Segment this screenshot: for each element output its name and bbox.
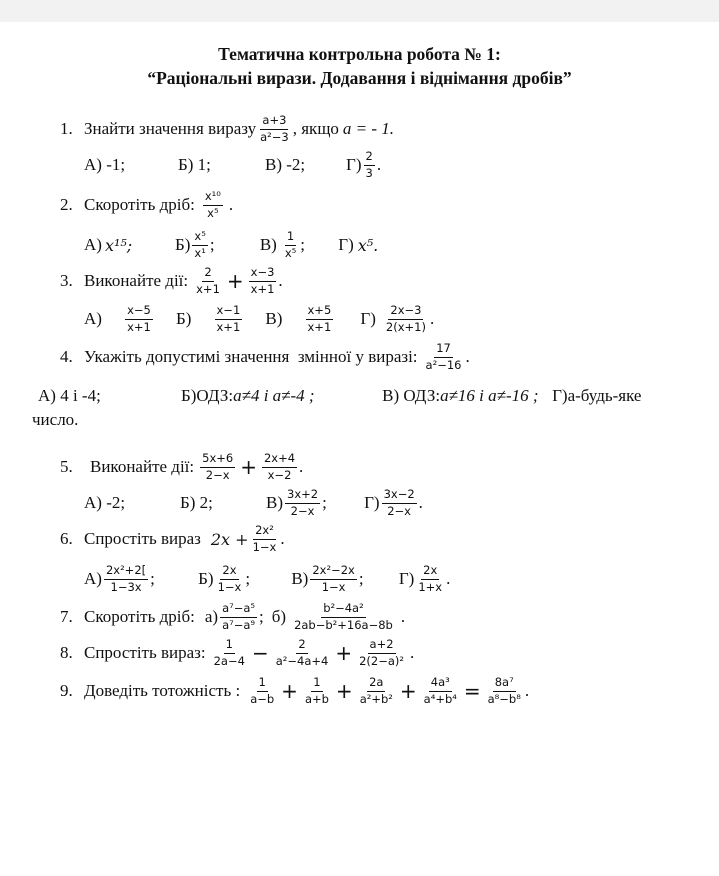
option-d: Г): [398, 569, 415, 589]
option-b: Б)ОДЗ:: [181, 386, 234, 405]
option-b: Б) 1;: [178, 155, 211, 175]
task-expression: $\frac{17}{\text{a²−16}}$: [425, 341, 462, 372]
task-text: Знайти значення виразу: [84, 119, 257, 139]
task-number: 3.: [60, 271, 73, 291]
fraction-2: $\frac{2}{\text{a²−4a+4}}$: [275, 637, 329, 668]
option-c-fraction: $\frac{x+5}{x+1}$: [307, 303, 332, 334]
task-6: 6. Спростіть вираз 2x + $\frac{\text{2x²}}{1-x}$ .: [60, 523, 285, 554]
option-a: А) 4 і -4;: [38, 386, 101, 405]
option-c: В): [291, 569, 309, 589]
task-expression: $\frac{a+3}{\text{a²−3}}$: [260, 113, 289, 144]
task-2: 2. Скоротіть дріб: $\frac{\text{x¹⁰}}{\text{x⁵}}$ .: [60, 189, 234, 220]
task-expression: $\frac{\text{2x²}}{1-x}$: [252, 523, 277, 554]
option-a-fraction: $\frac{x-5}{x+1}$: [127, 303, 151, 334]
option-d-value: x⁵.: [357, 235, 379, 255]
option-a-fraction: $\frac{\text{2x²+2[}}{1-3x}$: [105, 563, 147, 594]
task-number: 6.: [60, 529, 73, 549]
task-text: Скоротіть дріб:: [84, 607, 195, 627]
option-c: В): [266, 493, 283, 513]
option-a: А): [84, 569, 102, 589]
task-4: 4. Укажіть допустимі значення змінної у виразі: $\frac{17}{\text{a²−16}}$ .: [60, 341, 470, 372]
option-d: Г): [360, 309, 376, 329]
task-lead: 2x +: [210, 529, 249, 549]
task-number: 2.: [60, 195, 73, 215]
fraction-2: $\frac{1}{a+b}$: [304, 675, 329, 706]
option-a: А) -2;: [84, 493, 126, 513]
option-d-fraction: $\frac{2x}{1+x}$: [418, 563, 443, 594]
option-a: А) -1;: [84, 155, 126, 175]
task-3: 3. Виконайте дії: $\frac{2}{x+1}$ + $\frac{x-3}{x+1}$ .: [60, 265, 283, 296]
option-d-fraction: $\frac{2x-3}{2(x+1)}$: [385, 303, 426, 334]
task-text: Виконайте дії:: [90, 457, 195, 477]
option-b-value: ;: [209, 235, 215, 255]
part-b-expression: $\frac{\text{b²−4a²}}{\text{2ab−b²+16a−8b}}$: [294, 601, 393, 632]
task-3-options: А) $\frac{x-5}{x+1}$ Б) $\frac{x-1}{x+1}$ В) $\frac{x+5}{x+1}$ Г) $\frac{2x-3}{2(x+1)}$ .: [84, 303, 435, 334]
option-d: Г): [338, 235, 354, 255]
task-expression-2: $\frac{x-3}{x+1}$: [250, 265, 275, 296]
task-1: [60, 114, 394, 145]
fraction-5: $\frac{\text{8a⁷}}{\text{a⁸−b⁸}}$: [487, 675, 521, 706]
task-7: 7. Скоротіть дріб: а) $\frac{\text{a⁷−a⁵}}{\text{a⁷−a⁹}}$ ; б) $\frac{\text{b²−4a²}}{\text{2ab−b²+16a−8b}}$ .: [60, 601, 406, 632]
part-a-expression: $\frac{\text{a⁷−a⁵}}{\text{a⁷−a⁹}}$: [222, 601, 256, 632]
option-b-fraction: $\frac{x-1}{x+1}$: [216, 303, 241, 334]
fraction-3: $\frac{2a}{\text{a²+b²}}$: [359, 675, 393, 706]
option-a: А): [84, 235, 102, 255]
option-d-fraction: $\frac{2}{3}$: [365, 149, 373, 180]
task-8: 8. Спростіть вираз: $\frac{1}{2a-4}$ − $\frac{2}{\text{a²−4a+4}}$ + $\frac{a+2}{\text{2(2−a)²}}$ .: [60, 637, 415, 668]
task-4-wrap: число.: [32, 410, 79, 429]
task-6-options: А) $\frac{\text{2x²+2[}}{1-3x}$ ; Б) $\frac{2x}{1-x}$ ; В) $\frac{\text{2x²−2x}}{1-x}$ ; Г) $\frac{2x}{1+x}$ .: [84, 563, 451, 594]
option-d: Г): [346, 155, 362, 175]
task-number: 5.: [60, 457, 73, 477]
title-line-2: “Раціональні вирази. Додавання і віднімання дробів”: [147, 68, 572, 88]
option-c: В) ОДЗ:: [382, 386, 441, 405]
task-number: 9.: [60, 681, 73, 701]
task-5: 5. Виконайте дії: $\frac{5x+6}{2-x}$ + $\frac{2x+4}{x-2}$ .: [60, 451, 304, 482]
option-b-fraction: $\frac{2x}{1-x}$: [217, 563, 242, 594]
task-condition: a = - 1.: [342, 119, 395, 139]
option-d-fraction: $\frac{3x-2}{2-x}$: [383, 487, 415, 518]
option-b: Б): [175, 309, 192, 329]
option-c-fraction: $\frac{1}{\text{x⁵}}$: [284, 229, 297, 260]
fraction-3: $\frac{a+2}{\text{2(2−a)²}}$: [359, 637, 404, 668]
top-strip: [0, 0, 719, 22]
option-c-fraction: $\frac{\text{2x²−2x}}{1-x}$: [312, 563, 355, 594]
task-number: 4.: [60, 347, 73, 367]
part-a-label: а): [204, 607, 219, 627]
option-c: В): [265, 309, 283, 329]
option-b-fraction: $\frac{\text{x⁵}}{\text{x¹}}$: [194, 229, 206, 260]
option-b-value: a≠4 і a≠-4 ;: [233, 386, 315, 405]
task-4-options: [38, 386, 641, 406]
option-c-fraction: $\frac{3x+2}{2-x}$: [287, 487, 319, 518]
task-text: Укажіть допустимі значення змінної у виразі:: [84, 347, 418, 367]
task-text: Спростіть вираз: [84, 529, 201, 549]
fraction-4: $\frac{\text{4a³}}{\text{a⁴+b⁴}}$: [423, 675, 457, 706]
option-d: Г): [364, 493, 380, 513]
task-1-options: А) -1; Б) 1; В) -2; Г) $\frac{2}{3}$ .: [84, 149, 382, 180]
option-b: Б): [174, 235, 191, 255]
option-c-value: ;: [300, 235, 305, 255]
task-2-options: [84, 230, 378, 261]
option-c: В) -2;: [265, 155, 306, 175]
option-c-value: a≠16 і a≠-16 ;: [440, 386, 539, 405]
task-number: 7.: [60, 607, 73, 627]
task-text: Спростіть вираз:: [84, 643, 206, 663]
part-b-label: б): [271, 607, 287, 627]
task-expression: $\frac{\text{x¹⁰}}{\text{x⁵}}$: [204, 189, 221, 220]
option-a-value: x¹⁵;: [104, 235, 133, 255]
task-tail: , якщо: [292, 119, 339, 139]
option-d: Г): [552, 386, 568, 405]
task-expression-2: $\frac{2x+4}{x-2}$: [263, 451, 296, 482]
task-number: 1.: [60, 119, 73, 139]
task-expression-1: $\frac{2}{x+1}$: [196, 265, 220, 296]
task-text: Скоротіть дріб:: [84, 195, 195, 215]
fraction-1: $\frac{1}{a-b}$: [250, 675, 275, 706]
task-9: 9. Доведіть тотожність : $\frac{1}{a-b}$ + $\frac{1}{a+b}$ + $\frac{2a}{\text{a²+b²}}$ + $\frac{\text{4a³}}{\text{a⁴+b⁴}}$ = $\frac{\text{8a⁷}}{\text{a⁸−b⁸}}$ .: [60, 675, 530, 706]
task-5-options: А) -2; Б) 2; В) $\frac{3x+2}{2-x}$ ; Г) $\frac{3x-2}{2-x}$ .: [84, 487, 423, 518]
option-d-value: a-будь-яке: [567, 386, 642, 405]
option-b: Б) 2;: [180, 493, 213, 513]
task-text: Виконайте дії:: [84, 271, 189, 291]
option-b: Б): [198, 569, 214, 589]
option-c: В): [259, 235, 277, 255]
fraction-1: $\frac{1}{2a-4}$: [213, 637, 245, 668]
title-line-1: Тематична контрольна робота № 1:: [218, 44, 501, 64]
task-expression-1: $\frac{5x+6}{2-x}$: [202, 451, 234, 482]
option-a: А): [84, 309, 102, 329]
task-number: 8.: [60, 643, 73, 663]
task-text: Доведіть тотожність :: [84, 681, 241, 701]
